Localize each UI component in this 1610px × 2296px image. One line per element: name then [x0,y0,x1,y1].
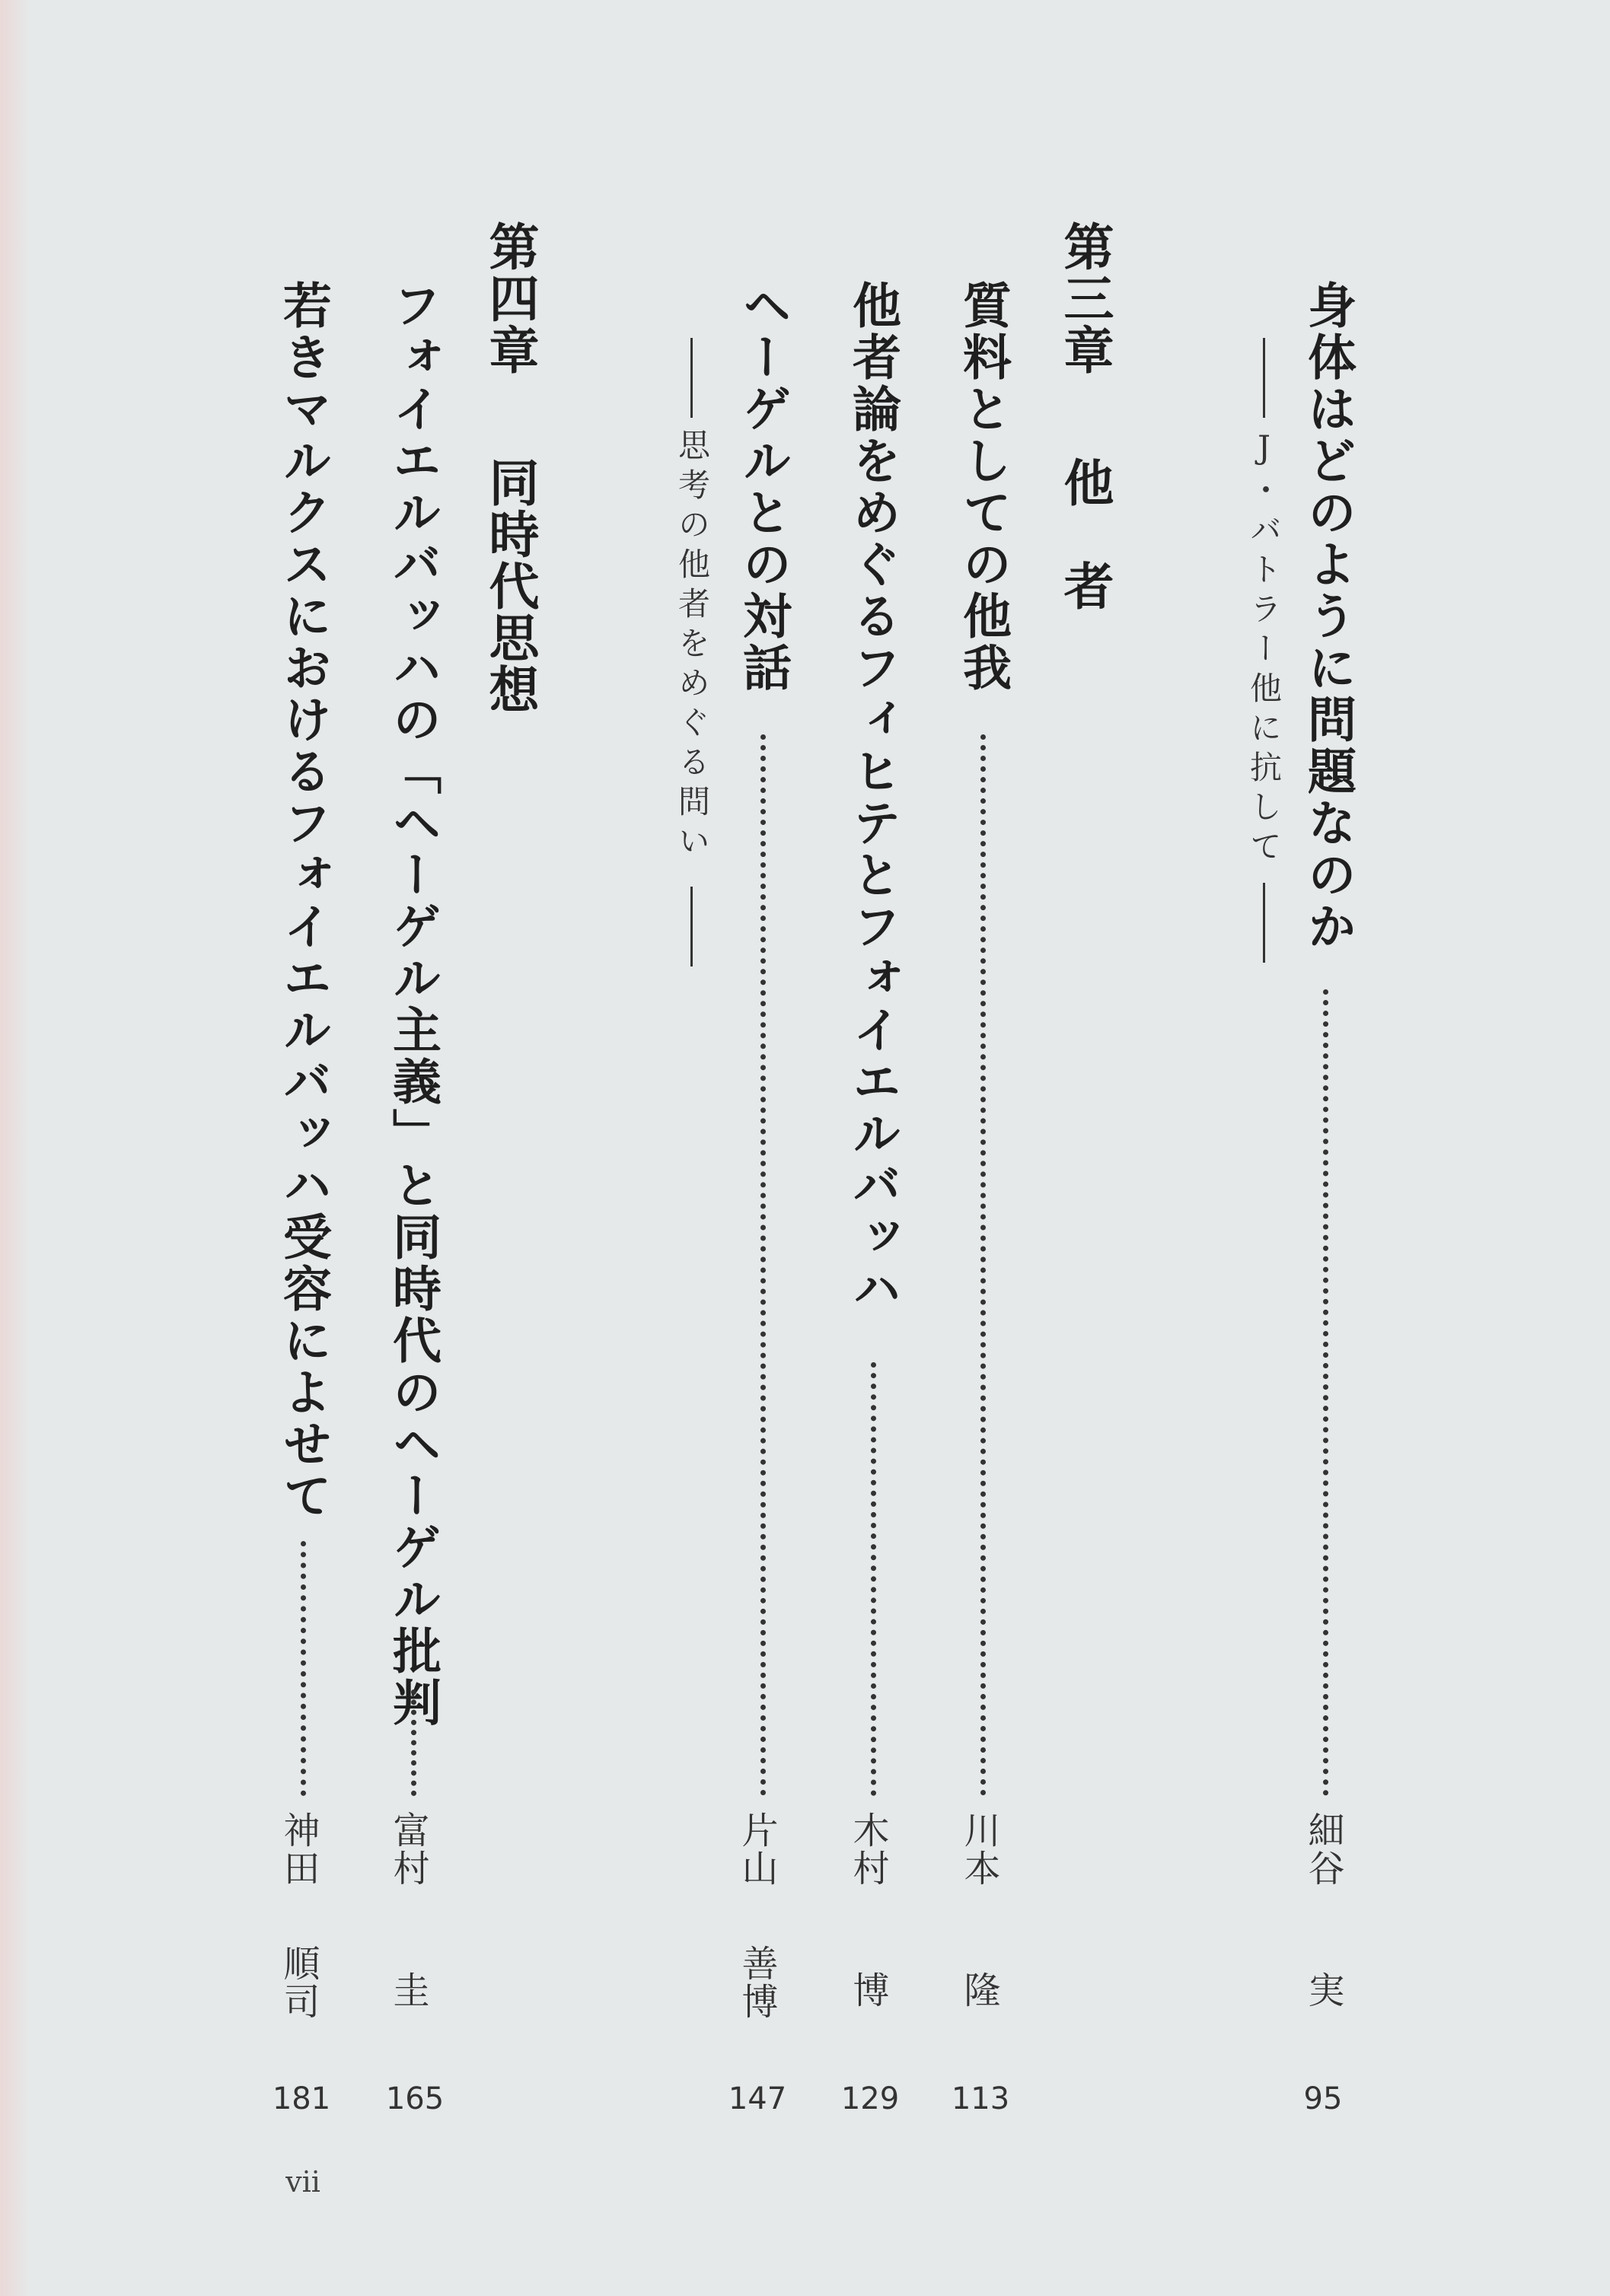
page-number: 95 [1303,2081,1343,2116]
author-given-name: 順司 [277,1944,320,2021]
page-number: 147 [728,2081,787,2116]
author-given-name: 善博 [735,1944,778,2021]
author-surname: 神田 [277,1811,320,1887]
page-number: 181 [272,2081,331,2116]
toc-entry-title: フォイエルバッハの「ヘーゲル主義」と同時代のヘーゲル批判 [384,280,442,1729]
author-surname: 川本 [958,1811,1000,1887]
chapter-title: 同時代思想 [480,457,540,715]
author-given-name: 圭 [387,1971,429,2009]
author-given-name: 隆 [958,1971,1000,2009]
author-given-name: 実 [1302,1971,1344,2009]
chapter-label: 第四章 [480,221,540,376]
leader-dots [301,1541,306,1796]
leader-dots [980,734,986,1796]
toc-entry-title: ヘーゲルとの対話 [735,280,792,694]
toc-entry-subtitle: J・バトラー他に抗して [1245,428,1283,869]
page-number: 113 [951,2081,1010,2116]
leader-dots [871,1362,876,1796]
toc-entry-title: 身体はどのように問題なのか [1299,280,1357,953]
subtitle-dash-close [690,887,693,966]
page-folio: vii [285,2165,320,2199]
leader-dots [760,734,766,1796]
subtitle-dash-close [1263,883,1265,963]
author-surname: 細谷 [1302,1811,1344,1887]
author-given-name: 博 [846,1971,889,2009]
toc-entry-subtitle: 思考の他者をめぐる問い [674,428,711,864]
subtitle-dash-open [1263,338,1265,418]
toc-entry-title: 他者論をめぐるフィヒテとフォイエルバッハ [844,280,901,1315]
subtitle-dash-open [690,338,693,418]
chapter-title: 他 者 [1055,457,1114,612]
page-number: 165 [385,2081,445,2116]
page-number: 129 [840,2081,900,2116]
toc-entry-title: 質料としての他我 [955,280,1012,694]
toc-entry-title: 若きマルクスにおけるフォイエルバッハ受容によせて [275,280,332,1522]
chapter-label: 第三章 [1055,221,1114,376]
author-surname: 木村 [846,1811,889,1887]
leader-dots [411,1689,416,1796]
author-surname: 富村 [387,1811,429,1887]
leader-dots [1323,989,1328,1796]
author-surname: 片山 [735,1811,778,1887]
